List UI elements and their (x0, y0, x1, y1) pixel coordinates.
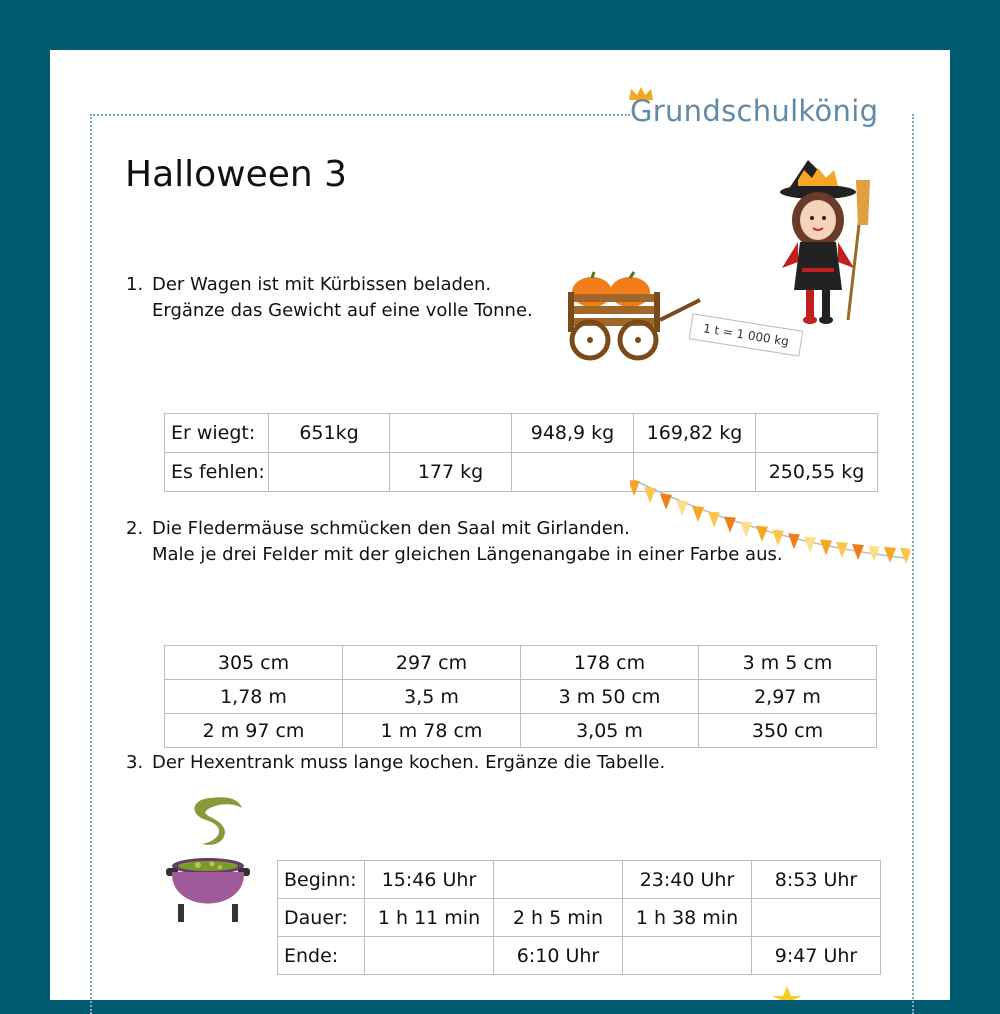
task-1-line-1: Der Wagen ist mit Kürbissen beladen. (152, 274, 492, 295)
length-cell[interactable]: 178 cm (521, 646, 699, 680)
table-cell-input[interactable] (512, 453, 634, 492)
task-2-line-2: Male je drei Felder mit der gleichen Längenangabe in einer Farbe aus. (152, 544, 783, 565)
table-row (278, 899, 881, 937)
row-label: Dauer: (278, 899, 365, 937)
task-1-number: 1. (126, 274, 144, 295)
garland-flag (676, 500, 688, 516)
garland-flag (820, 539, 832, 555)
table-cell-input[interactable] (752, 899, 881, 937)
task-2 (126, 516, 783, 568)
garland-flag (804, 537, 816, 553)
witch-illustration (768, 150, 878, 330)
table-cell: 250,55 kg (756, 453, 878, 492)
garland-flag (660, 494, 672, 510)
table-cell: 9:47 Uhr (752, 937, 881, 975)
length-cell[interactable]: 297 cm (343, 646, 521, 680)
garland-flag (900, 548, 910, 564)
table-cell: 177 kg (390, 453, 512, 492)
table-row (165, 646, 877, 680)
length-cell[interactable]: 2 m 97 cm (165, 714, 343, 748)
table-cell-input[interactable] (269, 453, 390, 492)
table-cell: 23:40 Uhr (623, 861, 752, 899)
table-row (165, 414, 878, 453)
task-3-table (277, 860, 881, 975)
length-cell[interactable]: 305 cm (165, 646, 343, 680)
table-cell-input[interactable] (623, 937, 752, 975)
table-cell-input[interactable] (756, 414, 878, 453)
length-cell[interactable]: 1 m 78 cm (343, 714, 521, 748)
table-row (165, 714, 877, 748)
table-cell-input[interactable] (494, 861, 623, 899)
task-2-number: 2. (126, 518, 144, 539)
task-3-line-1: Der Hexentrank muss lange kochen. Ergänze die Tabelle. (152, 752, 666, 773)
length-cell[interactable]: 350 cm (699, 714, 877, 748)
length-cell[interactable]: 3,5 m (343, 680, 521, 714)
table-cell: 1 h 38 min (623, 899, 752, 937)
table-cell-input[interactable] (390, 414, 512, 453)
brand-logo: Grundschulkönig (630, 94, 879, 128)
task-2-table (164, 645, 877, 748)
page-title: Halloween 3 (125, 154, 348, 195)
row-label: Er wiegt: (165, 414, 269, 453)
table-cell: 1 h 11 min (365, 899, 494, 937)
garland-flag (788, 533, 800, 549)
table-row (165, 680, 877, 714)
row-label: Ende: (278, 937, 365, 975)
table-cell: 8:53 Uhr (752, 861, 881, 899)
table-cell: 651kg (269, 414, 390, 453)
length-cell[interactable]: 1,78 m (165, 680, 343, 714)
row-label: Beginn: (278, 861, 365, 899)
length-cell[interactable]: 3,05 m (521, 714, 699, 748)
star-icon (772, 986, 802, 1000)
length-cell[interactable]: 3 m 5 cm (699, 646, 877, 680)
table-cell-input[interactable] (365, 937, 494, 975)
cauldron-illustration (162, 794, 262, 928)
task-1 (126, 272, 533, 324)
task-3-number: 3. (126, 752, 144, 773)
length-cell[interactable]: 3 m 50 cm (521, 680, 699, 714)
table-cell: 169,82 kg (634, 414, 756, 453)
table-cell: 948,9 kg (512, 414, 634, 453)
table-cell: 6:10 Uhr (494, 937, 623, 975)
garland-flag (630, 480, 640, 496)
task-2-line-1: Die Fledermäuse schmücken den Saal mit Girlanden. (152, 518, 630, 539)
length-cell[interactable]: 2,97 m (699, 680, 877, 714)
task-1-line-2: Ergänze das Gewicht auf eine volle Tonne. (152, 300, 533, 321)
garland-flag (644, 487, 656, 503)
task-3 (126, 750, 665, 776)
table-row (278, 861, 881, 899)
weight-hint-label: 1 t = 1 000 kg (689, 313, 804, 356)
table-cell: 2 h 5 min (494, 899, 623, 937)
table-cell: 15:46 Uhr (365, 861, 494, 899)
worksheet-page (50, 50, 950, 1000)
row-label: Es fehlen: (165, 453, 269, 492)
pumpkin-cart-illustration (564, 270, 704, 362)
table-row (278, 937, 881, 975)
